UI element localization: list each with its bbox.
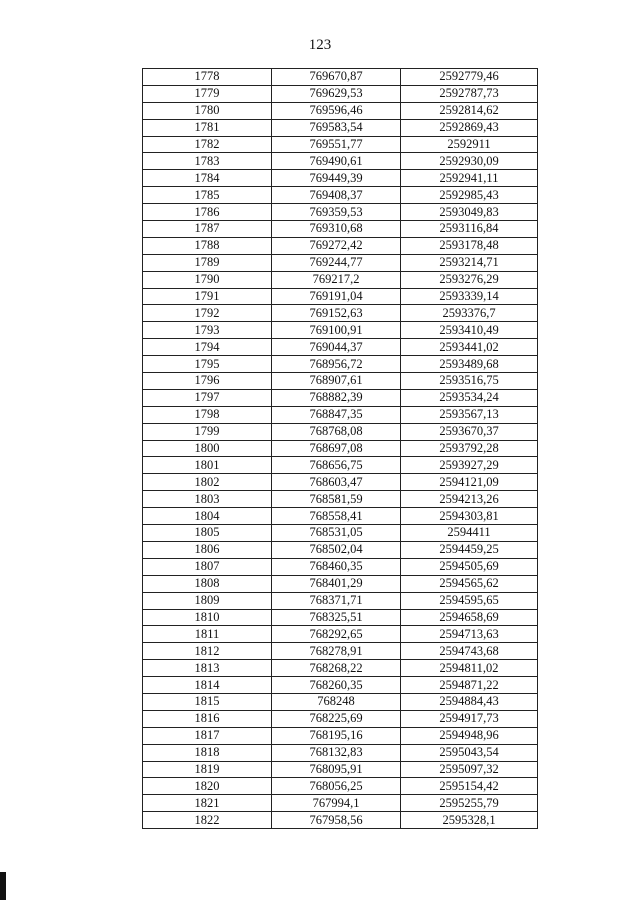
point-number-cell: 1801	[143, 457, 272, 474]
table-row	[143, 389, 538, 406]
point-number-cell: 1799	[143, 423, 272, 440]
x-coordinate-cell: 768656,75	[272, 457, 401, 474]
table-row	[143, 440, 538, 457]
point-number-cell: 1809	[143, 592, 272, 609]
table-row	[143, 153, 538, 170]
x-coordinate-cell: 768260,35	[272, 677, 401, 694]
point-number-cell: 1784	[143, 170, 272, 187]
x-coordinate-cell: 768502,04	[272, 541, 401, 558]
y-coordinate-cell: 2593489,68	[401, 356, 538, 373]
point-number-cell: 1807	[143, 558, 272, 575]
point-number-cell: 1811	[143, 626, 272, 643]
y-coordinate-cell: 2594459,25	[401, 541, 538, 558]
table-row	[143, 119, 538, 136]
x-coordinate-cell: 769244,77	[272, 254, 401, 271]
point-number-cell: 1812	[143, 643, 272, 660]
y-coordinate-cell: 2595328,1	[401, 812, 538, 829]
table-row	[143, 254, 538, 271]
y-coordinate-cell: 2593516,75	[401, 373, 538, 390]
y-coordinate-cell: 2595154,42	[401, 778, 538, 795]
y-coordinate-cell: 2595097,32	[401, 761, 538, 778]
x-coordinate-cell: 769408,37	[272, 187, 401, 204]
x-coordinate-cell: 768907,61	[272, 373, 401, 390]
point-number-cell: 1796	[143, 373, 272, 390]
table-row	[143, 592, 538, 609]
scan-edge-mark	[0, 872, 6, 900]
point-number-cell: 1778	[143, 69, 272, 86]
point-number-cell: 1798	[143, 406, 272, 423]
point-number-cell: 1791	[143, 288, 272, 305]
table-row	[143, 305, 538, 322]
page-number: 123	[308, 37, 332, 53]
y-coordinate-cell: 2593927,29	[401, 457, 538, 474]
x-coordinate-cell: 768292,65	[272, 626, 401, 643]
x-coordinate-cell: 769670,87	[272, 69, 401, 86]
table-row	[143, 541, 538, 558]
y-coordinate-cell: 2594743,68	[401, 643, 538, 660]
y-coordinate-cell: 2592941,11	[401, 170, 538, 187]
table-row	[143, 795, 538, 812]
y-coordinate-cell: 2593567,13	[401, 406, 538, 423]
table-row	[143, 170, 538, 187]
y-coordinate-cell: 2592911	[401, 136, 538, 153]
y-coordinate-cell: 2592930,09	[401, 153, 538, 170]
table-row	[143, 271, 538, 288]
y-coordinate-cell: 2595255,79	[401, 795, 538, 812]
y-coordinate-cell: 2594658,69	[401, 609, 538, 626]
x-coordinate-cell: 768460,35	[272, 558, 401, 575]
point-number-cell: 1803	[143, 491, 272, 508]
point-number-cell: 1814	[143, 677, 272, 694]
point-number-cell: 1780	[143, 102, 272, 119]
table-row	[143, 643, 538, 660]
table-row	[143, 744, 538, 761]
table-row	[143, 204, 538, 221]
point-number-cell: 1787	[143, 221, 272, 238]
y-coordinate-cell: 2593276,29	[401, 271, 538, 288]
point-number-cell: 1817	[143, 727, 272, 744]
y-coordinate-cell: 2592814,62	[401, 102, 538, 119]
x-coordinate-cell: 769044,37	[272, 339, 401, 356]
table-row	[143, 187, 538, 204]
table-row	[143, 221, 538, 238]
point-number-cell: 1802	[143, 474, 272, 491]
table-row	[143, 237, 538, 254]
y-coordinate-cell: 2593376,7	[401, 305, 538, 322]
table-row	[143, 761, 538, 778]
point-number-cell: 1819	[143, 761, 272, 778]
table-row	[143, 322, 538, 339]
point-number-cell: 1783	[143, 153, 272, 170]
x-coordinate-cell: 769217,2	[272, 271, 401, 288]
point-number-cell: 1806	[143, 541, 272, 558]
x-coordinate-cell: 768268,22	[272, 660, 401, 677]
x-coordinate-cell: 767958,56	[272, 812, 401, 829]
point-number-cell: 1797	[143, 389, 272, 406]
x-coordinate-cell: 769359,53	[272, 204, 401, 221]
y-coordinate-cell: 2594303,81	[401, 508, 538, 525]
x-coordinate-cell: 768697,08	[272, 440, 401, 457]
point-number-cell: 1785	[143, 187, 272, 204]
x-coordinate-cell: 768278,91	[272, 643, 401, 660]
y-coordinate-cell: 2593214,71	[401, 254, 538, 271]
table-row	[143, 558, 538, 575]
point-number-cell: 1789	[143, 254, 272, 271]
y-coordinate-cell: 2594213,26	[401, 491, 538, 508]
x-coordinate-cell: 768603,47	[272, 474, 401, 491]
point-number-cell: 1781	[143, 119, 272, 136]
y-coordinate-cell: 2593339,14	[401, 288, 538, 305]
y-coordinate-cell: 2592985,43	[401, 187, 538, 204]
point-number-cell: 1805	[143, 525, 272, 542]
y-coordinate-cell: 2594884,43	[401, 693, 538, 710]
y-coordinate-cell: 2594811,02	[401, 660, 538, 677]
table-row	[143, 525, 538, 542]
point-number-cell: 1821	[143, 795, 272, 812]
x-coordinate-cell: 768056,25	[272, 778, 401, 795]
table-row	[143, 356, 538, 373]
table-row	[143, 660, 538, 677]
y-coordinate-cell: 2594411	[401, 525, 538, 542]
x-coordinate-cell: 768325,51	[272, 609, 401, 626]
table-row	[143, 102, 538, 119]
point-number-cell: 1816	[143, 710, 272, 727]
table-row	[143, 693, 538, 710]
table-row	[143, 85, 538, 102]
point-number-cell: 1795	[143, 356, 272, 373]
point-number-cell: 1792	[143, 305, 272, 322]
x-coordinate-cell: 768531,05	[272, 525, 401, 542]
table-row	[143, 423, 538, 440]
y-coordinate-cell: 2595043,54	[401, 744, 538, 761]
y-coordinate-cell: 2593116,84	[401, 221, 538, 238]
coordinates-table-body	[143, 69, 538, 829]
table-row	[143, 727, 538, 744]
y-coordinate-cell: 2594121,09	[401, 474, 538, 491]
table-row	[143, 373, 538, 390]
point-number-cell: 1818	[143, 744, 272, 761]
point-number-cell: 1813	[143, 660, 272, 677]
x-coordinate-cell: 768371,71	[272, 592, 401, 609]
point-number-cell: 1820	[143, 778, 272, 795]
table-row	[143, 778, 538, 795]
table-row	[143, 339, 538, 356]
table-row	[143, 406, 538, 423]
y-coordinate-cell: 2593441,02	[401, 339, 538, 356]
x-coordinate-cell: 769191,04	[272, 288, 401, 305]
y-coordinate-cell: 2592787,73	[401, 85, 538, 102]
table-row	[143, 474, 538, 491]
x-coordinate-cell: 768401,29	[272, 575, 401, 592]
x-coordinate-cell: 769490,61	[272, 153, 401, 170]
point-number-cell: 1779	[143, 85, 272, 102]
point-number-cell: 1788	[143, 237, 272, 254]
point-number-cell: 1810	[143, 609, 272, 626]
point-number-cell: 1815	[143, 693, 272, 710]
x-coordinate-cell: 768768,08	[272, 423, 401, 440]
x-coordinate-cell: 768248	[272, 693, 401, 710]
table-row	[143, 491, 538, 508]
x-coordinate-cell: 767994,1	[272, 795, 401, 812]
point-number-cell: 1804	[143, 508, 272, 525]
table-row	[143, 288, 538, 305]
point-number-cell: 1782	[143, 136, 272, 153]
x-coordinate-cell: 768956,72	[272, 356, 401, 373]
x-coordinate-cell: 768558,41	[272, 508, 401, 525]
x-coordinate-cell: 768132,83	[272, 744, 401, 761]
y-coordinate-cell: 2594565,62	[401, 575, 538, 592]
point-number-cell: 1808	[143, 575, 272, 592]
y-coordinate-cell: 2592779,46	[401, 69, 538, 86]
x-coordinate-cell: 768581,59	[272, 491, 401, 508]
table-row	[143, 457, 538, 474]
x-coordinate-cell: 769100,91	[272, 322, 401, 339]
x-coordinate-cell: 769629,53	[272, 85, 401, 102]
point-number-cell: 1800	[143, 440, 272, 457]
y-coordinate-cell: 2593534,24	[401, 389, 538, 406]
x-coordinate-cell: 768095,91	[272, 761, 401, 778]
point-number-cell: 1793	[143, 322, 272, 339]
y-coordinate-cell: 2593670,37	[401, 423, 538, 440]
y-coordinate-cell: 2593410,49	[401, 322, 538, 339]
x-coordinate-cell: 769152,63	[272, 305, 401, 322]
x-coordinate-cell: 768882,39	[272, 389, 401, 406]
table-row	[143, 626, 538, 643]
y-coordinate-cell: 2593049,83	[401, 204, 538, 221]
x-coordinate-cell: 768847,35	[272, 406, 401, 423]
x-coordinate-cell: 769310,68	[272, 221, 401, 238]
point-number-cell: 1794	[143, 339, 272, 356]
x-coordinate-cell: 768225,69	[272, 710, 401, 727]
table-row	[143, 508, 538, 525]
point-number-cell: 1822	[143, 812, 272, 829]
table-row	[143, 69, 538, 86]
y-coordinate-cell: 2594917,73	[401, 710, 538, 727]
y-coordinate-cell: 2594948,96	[401, 727, 538, 744]
x-coordinate-cell: 768195,16	[272, 727, 401, 744]
y-coordinate-cell: 2594505,69	[401, 558, 538, 575]
table-row	[143, 710, 538, 727]
point-number-cell: 1790	[143, 271, 272, 288]
x-coordinate-cell: 769551,77	[272, 136, 401, 153]
y-coordinate-cell: 2594713,63	[401, 626, 538, 643]
x-coordinate-cell: 769272,42	[272, 237, 401, 254]
x-coordinate-cell: 769449,39	[272, 170, 401, 187]
coordinates-table	[142, 68, 538, 829]
table-row	[143, 677, 538, 694]
y-coordinate-cell: 2593792,28	[401, 440, 538, 457]
table-row	[143, 609, 538, 626]
x-coordinate-cell: 769596,46	[272, 102, 401, 119]
y-coordinate-cell: 2594871,22	[401, 677, 538, 694]
table-row	[143, 136, 538, 153]
table-row	[143, 812, 538, 829]
y-coordinate-cell: 2594595,65	[401, 592, 538, 609]
x-coordinate-cell: 769583,54	[272, 119, 401, 136]
y-coordinate-cell: 2592869,43	[401, 119, 538, 136]
point-number-cell: 1786	[143, 204, 272, 221]
table-row	[143, 575, 538, 592]
y-coordinate-cell: 2593178,48	[401, 237, 538, 254]
